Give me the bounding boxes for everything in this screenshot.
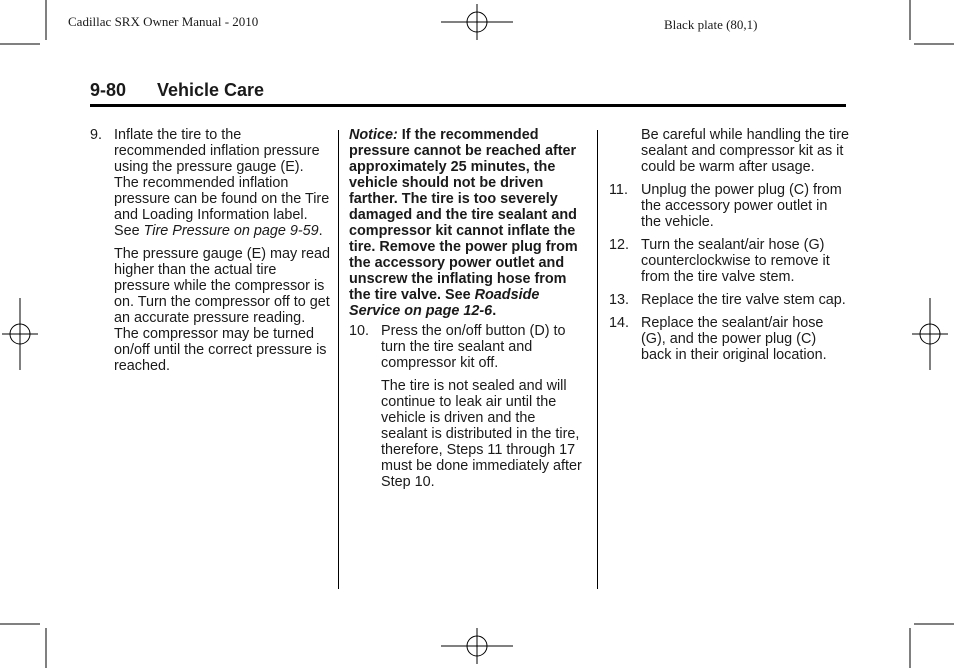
page-number: 9-80 xyxy=(90,80,127,100)
step-text: Turn the sealant/air hose (G) counterclockwise to remove it from the tire valve stem. xyxy=(641,237,830,285)
column-2 xyxy=(349,127,585,497)
cross-reference-link[interactable]: Roadside Service on page 12-6 xyxy=(349,287,540,319)
column-divider xyxy=(597,130,598,589)
step-9 xyxy=(90,127,330,239)
step-11 xyxy=(609,182,849,230)
step-number: 14. xyxy=(609,315,630,331)
column-divider xyxy=(338,130,339,589)
page-header xyxy=(90,80,846,107)
step-9-note: The pressure gauge (E) may read higher than the actual tire pressure while the compressor is on. Turn the compressor off to get an accurate pressure reading. The compressor may be turned on/off until the correct pressure is reached. xyxy=(114,246,330,374)
notice-text: If the recommended pressure cannot be reached after approximately 25 minutes, the vehicle should not be driven farther. The tire is too severely damaged and the tire sealant and compressor kit cannot inflate the tire. Remove the power plug from the accessory power outlet and unscrew the inflating hose from the tire valve. See xyxy=(349,127,578,303)
step-text: Unplug the power plug (C) from the accessory power outlet in the vehicle. xyxy=(641,182,842,230)
notice-block xyxy=(349,127,585,319)
step-9-end: . xyxy=(318,223,323,239)
plate-label-left: Cadillac SRX Owner Manual - 2010 xyxy=(68,14,259,29)
notice-end: . xyxy=(492,303,497,319)
step-text: Replace the tire valve stem cap. xyxy=(641,292,846,308)
step-12 xyxy=(609,237,849,285)
step-10 xyxy=(349,323,585,371)
step-text xyxy=(114,127,330,239)
step-number: 11. xyxy=(609,182,628,198)
column-3 xyxy=(609,127,849,370)
cross-reference-link[interactable]: Tire Pressure on page 9-59 xyxy=(143,223,319,239)
step-text: Press the on/off button (D) to turn the tire sealant and compressor kit off. xyxy=(381,323,566,371)
step-number: 12. xyxy=(609,237,630,253)
plate-label-right: Black plate (80,1) xyxy=(664,17,758,32)
column-1 xyxy=(90,127,330,381)
step-number: 10. xyxy=(349,323,370,339)
caution-note: Be careful while handling the tire sealant and compressor kit as it could be warm after usage. xyxy=(641,127,849,175)
step-14 xyxy=(609,315,849,363)
step-10-note: The tire is not sealed and will continue to leak air until the vehicle is driven and the sealant is distributed in the tire, therefore, Steps 11 through 17 must be done immediately after Step 10. xyxy=(381,378,582,490)
section-title: Vehicle Care xyxy=(157,80,265,100)
step-text: Replace the sealant/air hose (G), and the power plug (C) back in their original location. xyxy=(641,315,827,363)
step-9-text: Inflate the tire to the recommended inflation pressure using the pressure gauge (E). The recommended inflation pressure can be found on the Tire and Loading Information label. See xyxy=(114,127,330,239)
step-number: 13. xyxy=(609,292,630,308)
notice-label: Notice: xyxy=(349,127,398,143)
step-13 xyxy=(609,292,849,308)
step-number: 9. xyxy=(90,127,103,143)
